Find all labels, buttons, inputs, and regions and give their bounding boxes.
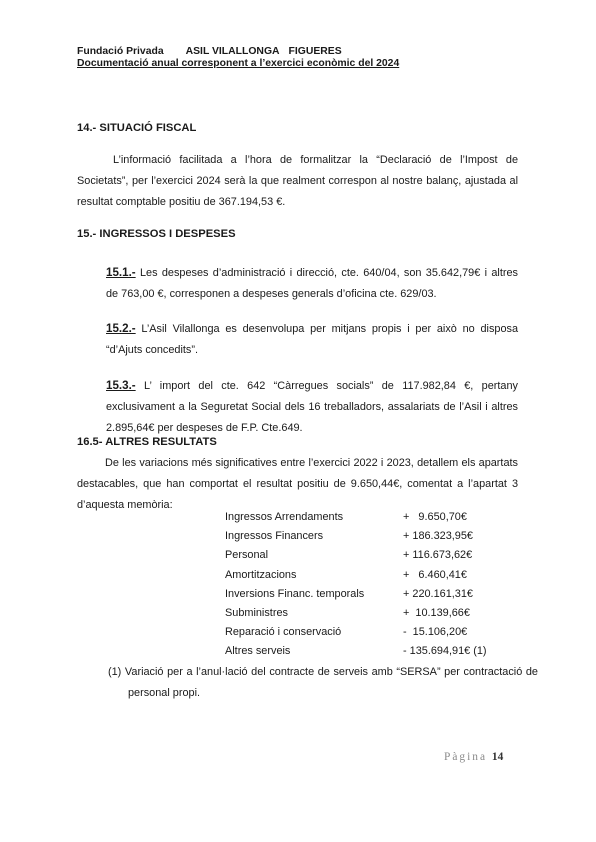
section-15-title: 15.- INGRESSOS I DESPESES: [77, 228, 236, 240]
item-15-3: [106, 375, 518, 439]
page-number: [444, 751, 503, 763]
table-row: [225, 549, 515, 568]
row-label: Ingressos Financers: [225, 530, 324, 543]
row-value: + 10.139,66€: [403, 606, 470, 619]
row-value: + 186.323,95€: [403, 530, 473, 543]
row-label: Personal: [225, 549, 268, 562]
section-14-title: 14.- SITUACIÓ FISCAL: [77, 122, 197, 134]
item-15-1: [106, 262, 518, 305]
section-14-paragraph: L’informació facilitada a l’hora de formalitzar la “Declaració de l’Impost de Societats”, per l’exercici 2024 serà la que realment correspon al nostre balanç, ajustada al resultat comptable positiu de 367.194,53 €.: [77, 154, 518, 208]
table-row: [225, 530, 515, 549]
table-row: [225, 569, 515, 588]
row-label: Ingressos Arrendaments: [225, 511, 344, 523]
row-value: + 6.460,41€: [403, 568, 467, 581]
row-label: Altres serveis: [225, 645, 291, 658]
item-15-1-number: 15.1.-: [106, 266, 136, 279]
row-value: - 135.694,91€ (1): [403, 645, 487, 658]
row-value: + 220.161,31€: [403, 587, 473, 600]
table-row: [225, 626, 515, 645]
variations-table: [225, 511, 515, 665]
document-header: [77, 46, 342, 57]
row-label: Inversions Financ. temporals: [225, 587, 365, 600]
item-15-2-text: L’Asil Vilallonga es desenvolupa per mitjans propis i per això no disposa “d’Ajuts concedits”.: [106, 323, 518, 356]
page-num: 14: [491, 751, 504, 763]
row-label: Subministres: [225, 606, 288, 619]
item-15-3-number: 15.3.-: [106, 379, 136, 392]
table-row: [225, 588, 515, 607]
row-label: Amortitzacions: [225, 568, 297, 581]
header-org: Fundació Privada: [77, 46, 164, 57]
row-label: Reparació i conservació: [225, 626, 342, 639]
page-word: Pàgina: [444, 751, 488, 763]
header-city: FIGUERES: [288, 46, 342, 57]
table-row: [225, 607, 515, 626]
footnote: (1) Variació per a l’anul·lació del contracte de serveis amb “SERSA” per contractació de personal propi.: [108, 666, 538, 699]
row-value: + 116.673,62€: [403, 549, 473, 562]
row-value: + 9.650,70€: [403, 511, 467, 523]
item-15-3-text: L’ import del cte. 642 “Càrregues socials” de 117.982,84 €, pertany exclusivament a la Seguretat Social dels 16 treballadors, assalariats de l’Asil i altres 2.895,64€ per despeses de F.P. Cte.649.: [106, 380, 518, 434]
item-15-2-number: 15.2.-: [106, 322, 136, 335]
item-15-1-text: Les despeses d’administració i direcció, cte. 640/04, son 35.642,79€ i altres de 763,00 €, corresponen a despeses generals d’oficina cte. 629/03.: [106, 267, 518, 300]
header-name: ASIL VILALLONGA: [185, 46, 280, 57]
row-value: - 15.106,20€: [403, 626, 468, 639]
section-16-title: 16.5- ALTRES RESULTATS: [77, 436, 217, 448]
header-subtitle: Documentació anual corresponent a l’exercici econòmic del 2024: [77, 58, 400, 69]
section-16-paragraph: De les variacions més significatives entre l’exercici 2022 i 2023, detallem els apartats destacables, que han comportat el resultat positiu de 9.650,44€, comentat a l’apartat 3 d’aquesta memòria:: [77, 457, 518, 511]
table-row: [225, 511, 515, 530]
item-15-2: [106, 318, 518, 361]
